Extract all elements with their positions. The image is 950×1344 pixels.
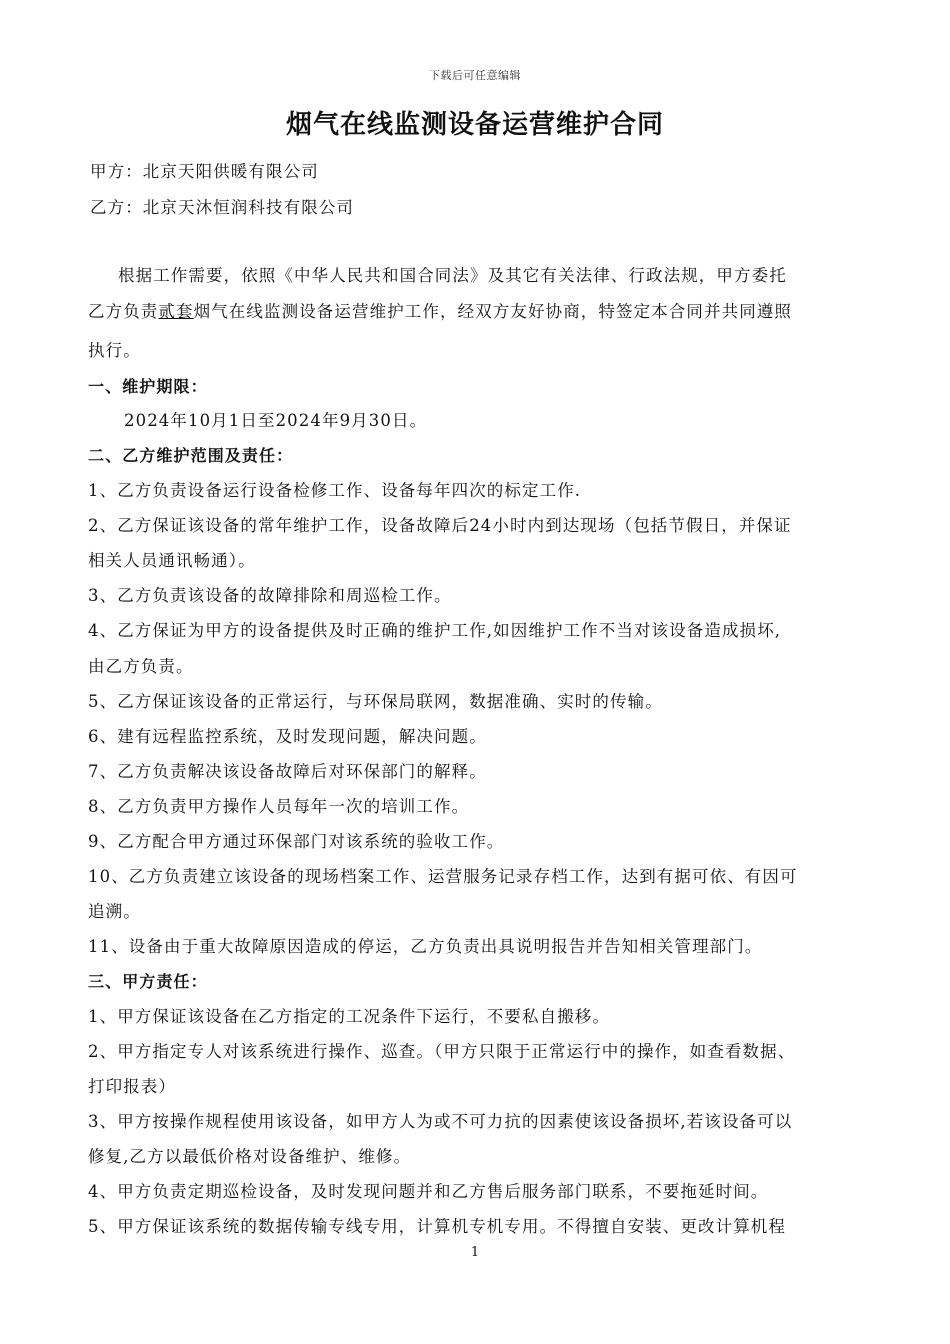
section-2-line: 由乙方负责。 xyxy=(88,657,194,676)
preamble-line-2 xyxy=(88,301,878,323)
section-2-line: 4、乙方保证为甲方的设备提供及时正确的维护工作,如因维护工作不当对该设备造成损坏, xyxy=(88,621,782,640)
section-2-heading: 二、乙方维护范围及责任： xyxy=(88,446,294,465)
section-1-heading: 一、维护期限： xyxy=(88,377,208,396)
section-2-line: 11、设备由于重大故障原因造成的停运，乙方负责出具说明报告并告知相关管理部门。 xyxy=(88,937,763,956)
section-3-line: 修复,乙方以最低价格对设备维护、维修。 xyxy=(88,1147,412,1166)
section-3-heading: 三、甲方责任： xyxy=(88,972,208,991)
preamble-line-2-start: 乙方负责 xyxy=(88,302,159,321)
section-3-line: 1、甲方保证该设备在乙方指定的工况条件下运行，不要私自搬移。 xyxy=(88,1007,610,1026)
section-3-line: 5、甲方保证该系统的数据传输专线专用，计算机专机专用。不得擅自安装、更改计算机程 xyxy=(88,1217,786,1236)
party-a: 甲方：北京天阳供暖有限公司 xyxy=(90,162,319,181)
section-2-line: 2、乙方保证该设备的常年维护工作，设备故障后24小时内到达现场（包括节假日，并保证 xyxy=(88,516,792,535)
party-b: 乙方：北京天沐恒润科技有限公司 xyxy=(90,198,354,217)
document-title: 烟气在线监测设备运营维护合同 xyxy=(285,110,664,140)
section-2-line: 9、乙方配合甲方通过环保部门对该系统的验收工作。 xyxy=(88,832,505,851)
section-2-line: 3、乙方负责该设备的故障排除和周巡检工作。 xyxy=(88,586,452,605)
preamble-line-1: 根据工作需要，依照《中华人民共和国合同法》及其它有关法律、行政法规，甲方委托 xyxy=(118,266,787,285)
equipment-count: 贰套 xyxy=(158,302,194,321)
section-2-line: 5、乙方保证该设备的正常运行，与环保局联网，数据准确、实时的传输。 xyxy=(88,692,663,711)
section-3-line: 4、甲方负责定期巡检设备，及时发现问题并和乙方售后服务部门联系，不要拖延时间。 xyxy=(88,1182,769,1201)
maintenance-period: 2024年10月1日至2024年9月30日。 xyxy=(124,411,428,430)
section-2-line: 相关人员通讯畅通）。 xyxy=(88,551,256,570)
section-2-line: 10、乙方负责建立该设备的现场档案工作、运营服务记录存档工作，达到有据可依、有因可 xyxy=(88,867,798,886)
preamble-line-2-end: 烟气在线监测设备运营维护工作，经双方友好协商，特签定本合同并共同遵照 xyxy=(193,302,793,321)
section-2-line: 7、乙方负责解决该设备故障后对环保部门的解释。 xyxy=(88,762,487,781)
section-3-line: 2、甲方指定专人对该系统进行操作、巡查。（甲方只限于正常运行中的操作，如查看数据、 xyxy=(88,1042,796,1061)
page-number: 1 xyxy=(470,1245,480,1260)
section-2-line: 1、乙方负责设备运行设备检修工作、设备每年四次的标定工作. xyxy=(88,481,582,500)
section-2-line: 8、乙方负责甲方操作人员每年一次的培训工作。 xyxy=(88,797,470,816)
preamble-line-3: 执行。 xyxy=(88,341,141,360)
section-3-line: 打印报表） xyxy=(88,1077,176,1096)
section-2-line: 追溯。 xyxy=(88,902,141,921)
header-note: 下载后可任意编辑 xyxy=(429,69,521,82)
section-3-line: 3、甲方按操作规程使用该设备，如甲方人为或不可力抗的因素使该设备损坏,若该设备可以 xyxy=(88,1112,793,1131)
section-2-line: 6、建有远程监控系统，及时发现问题，解决问题。 xyxy=(88,727,487,746)
